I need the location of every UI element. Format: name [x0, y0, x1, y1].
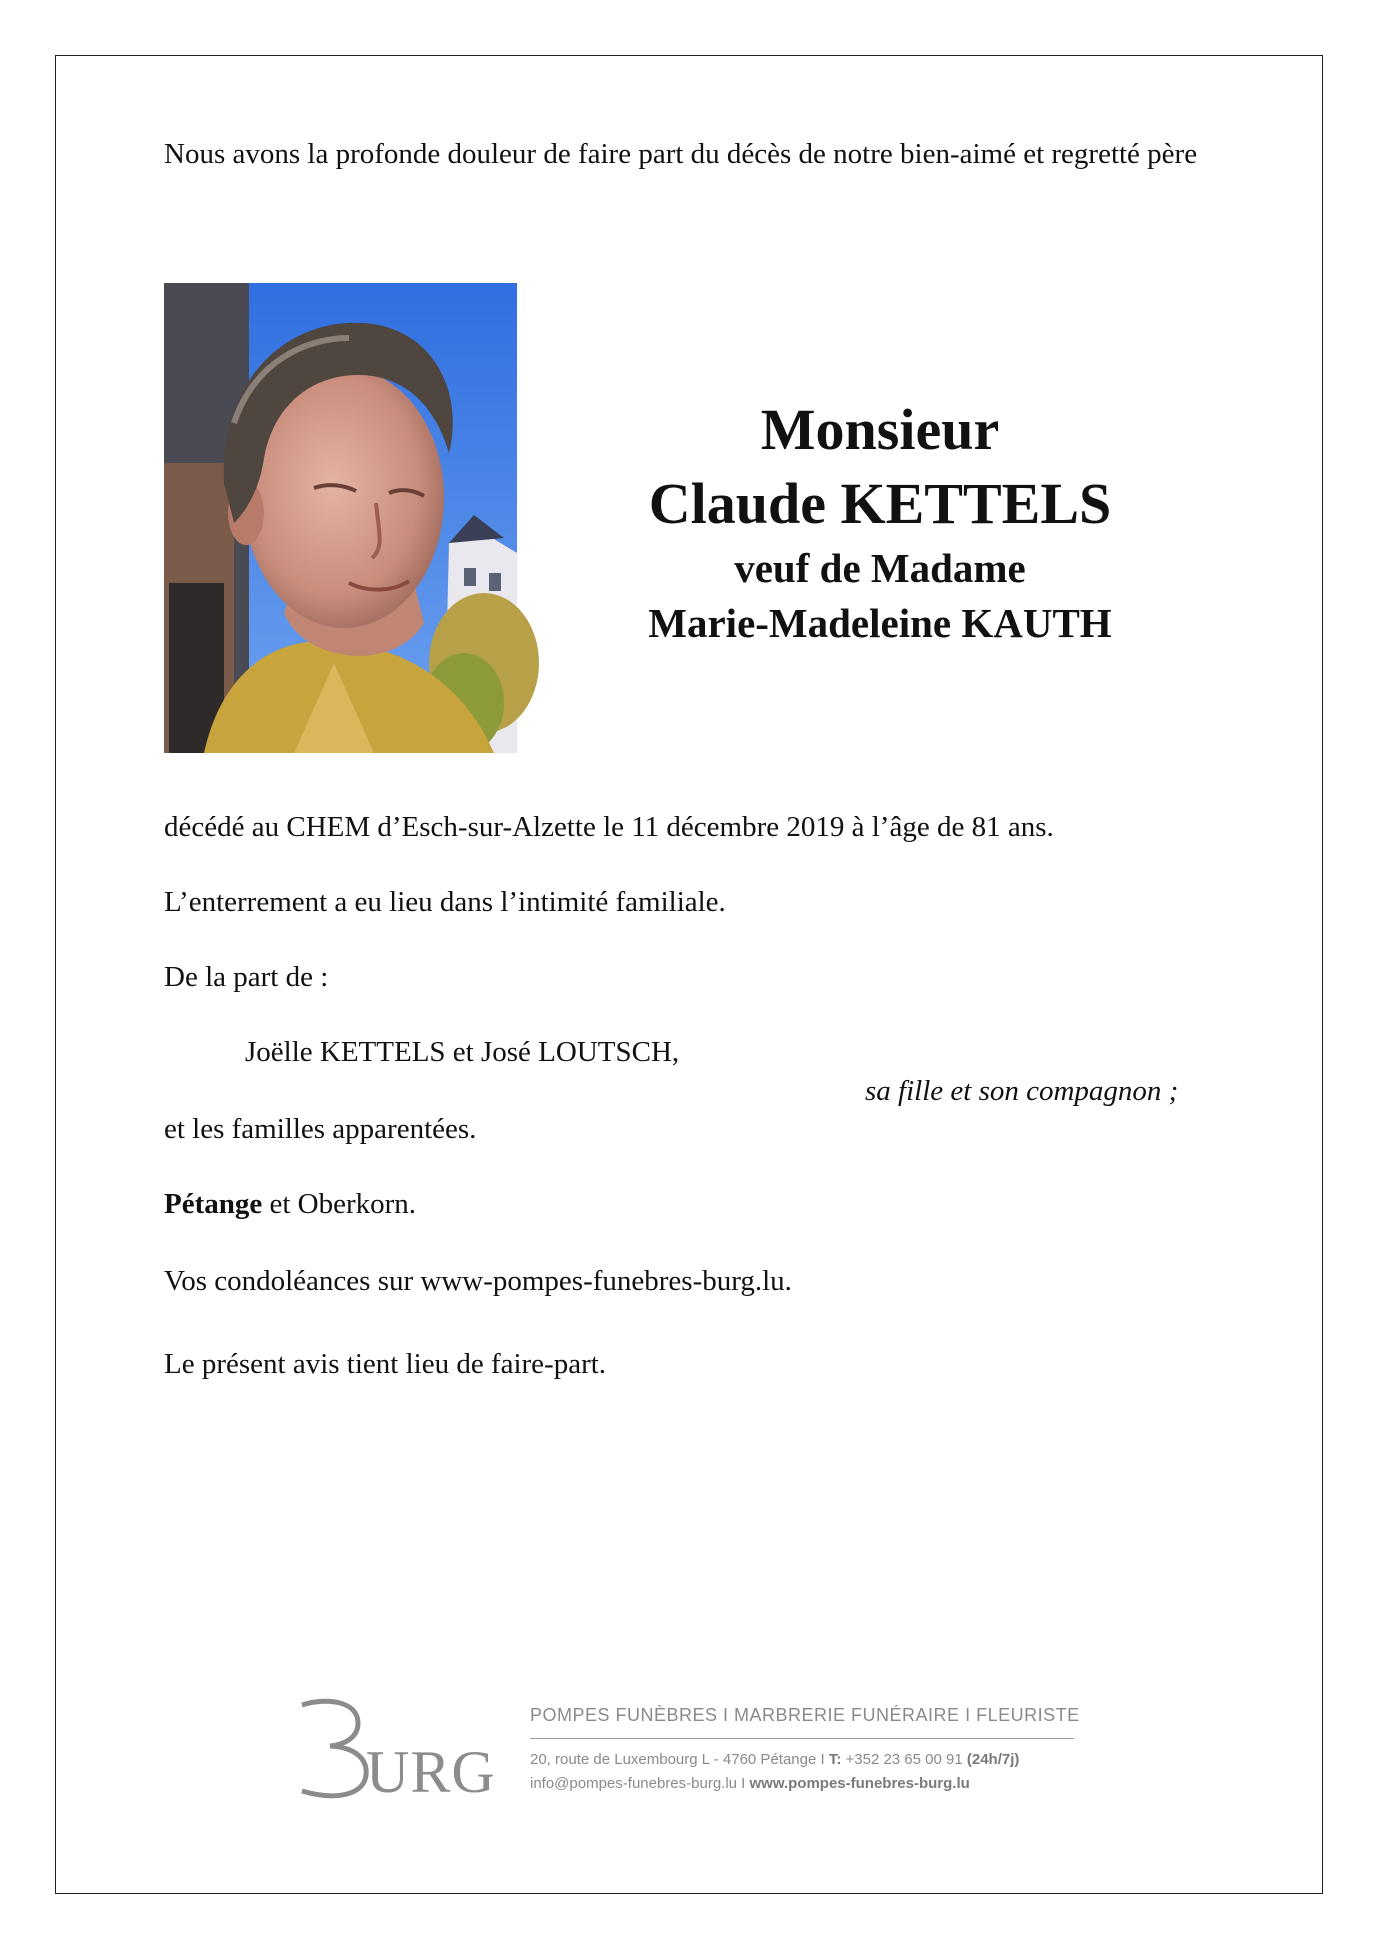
spouse-name: Marie-Madeleine KAUTH: [648, 600, 1112, 646]
email-link: info@pompes-funebres-burg.lu I: [530, 1775, 750, 1792]
family-relation: sa fille et son compagnon ;: [865, 1075, 1179, 1107]
place-petange: Pétange: [164, 1188, 263, 1220]
funeral-home-footer: [296, 1695, 1096, 1805]
address: 20, route de Luxembourg L - 4760 Pétange I: [530, 1751, 829, 1768]
footer-divider: [530, 1738, 1074, 1739]
notice-statement: Le présent avis tient lieu de faire-part.: [164, 1348, 607, 1380]
places-text: [164, 1185, 416, 1223]
phone-hours: (24h/7j): [966, 1751, 1020, 1768]
address-line: [530, 1751, 1019, 1768]
phone-number: +352 23 65 00 91: [841, 1751, 967, 1768]
on-behalf-label: De la part de :: [164, 961, 329, 993]
place-rest: et Oberkorn.: [262, 1188, 417, 1220]
condolences-text: Vos condoléances sur www-pompes-funebres-burg.lu.: [164, 1265, 792, 1297]
intro-text: Nous avons la profonde douleur de faire part du décès de notre bien-aimé et regretté père: [164, 138, 1198, 170]
svg-text:URG: URG: [366, 1739, 496, 1805]
deceased-name-block: [560, 393, 1200, 651]
portrait-photo: [164, 283, 517, 753]
burial-text: L’enterrement a eu lieu dans l’intimité familiale.: [164, 886, 726, 918]
website-link: www.pompes-funebres-burg.lu: [749, 1775, 970, 1792]
title-monsieur: Monsieur: [760, 397, 1000, 462]
widow-of-label: veuf de Madame: [734, 545, 1026, 591]
related-families-text: et les familles apparentées.: [164, 1113, 477, 1145]
family-member: Joëlle KETTELS et José LOUTSCH,: [245, 1036, 680, 1068]
phone-label: T:: [828, 1751, 842, 1768]
contact-line: [530, 1775, 970, 1792]
death-notice-text: décédé au CHEM d’Esch-sur-Alzette le 11 décembre 2019 à l’âge de 81 ans.: [164, 811, 1054, 843]
deceased-name: Claude KETTELS: [648, 471, 1112, 536]
services-line: POMPES FUNÈBRES I MARBRERIE FUNÉRAIRE I FLEURISTE: [530, 1705, 1080, 1725]
burg-logo: [296, 1695, 496, 1805]
